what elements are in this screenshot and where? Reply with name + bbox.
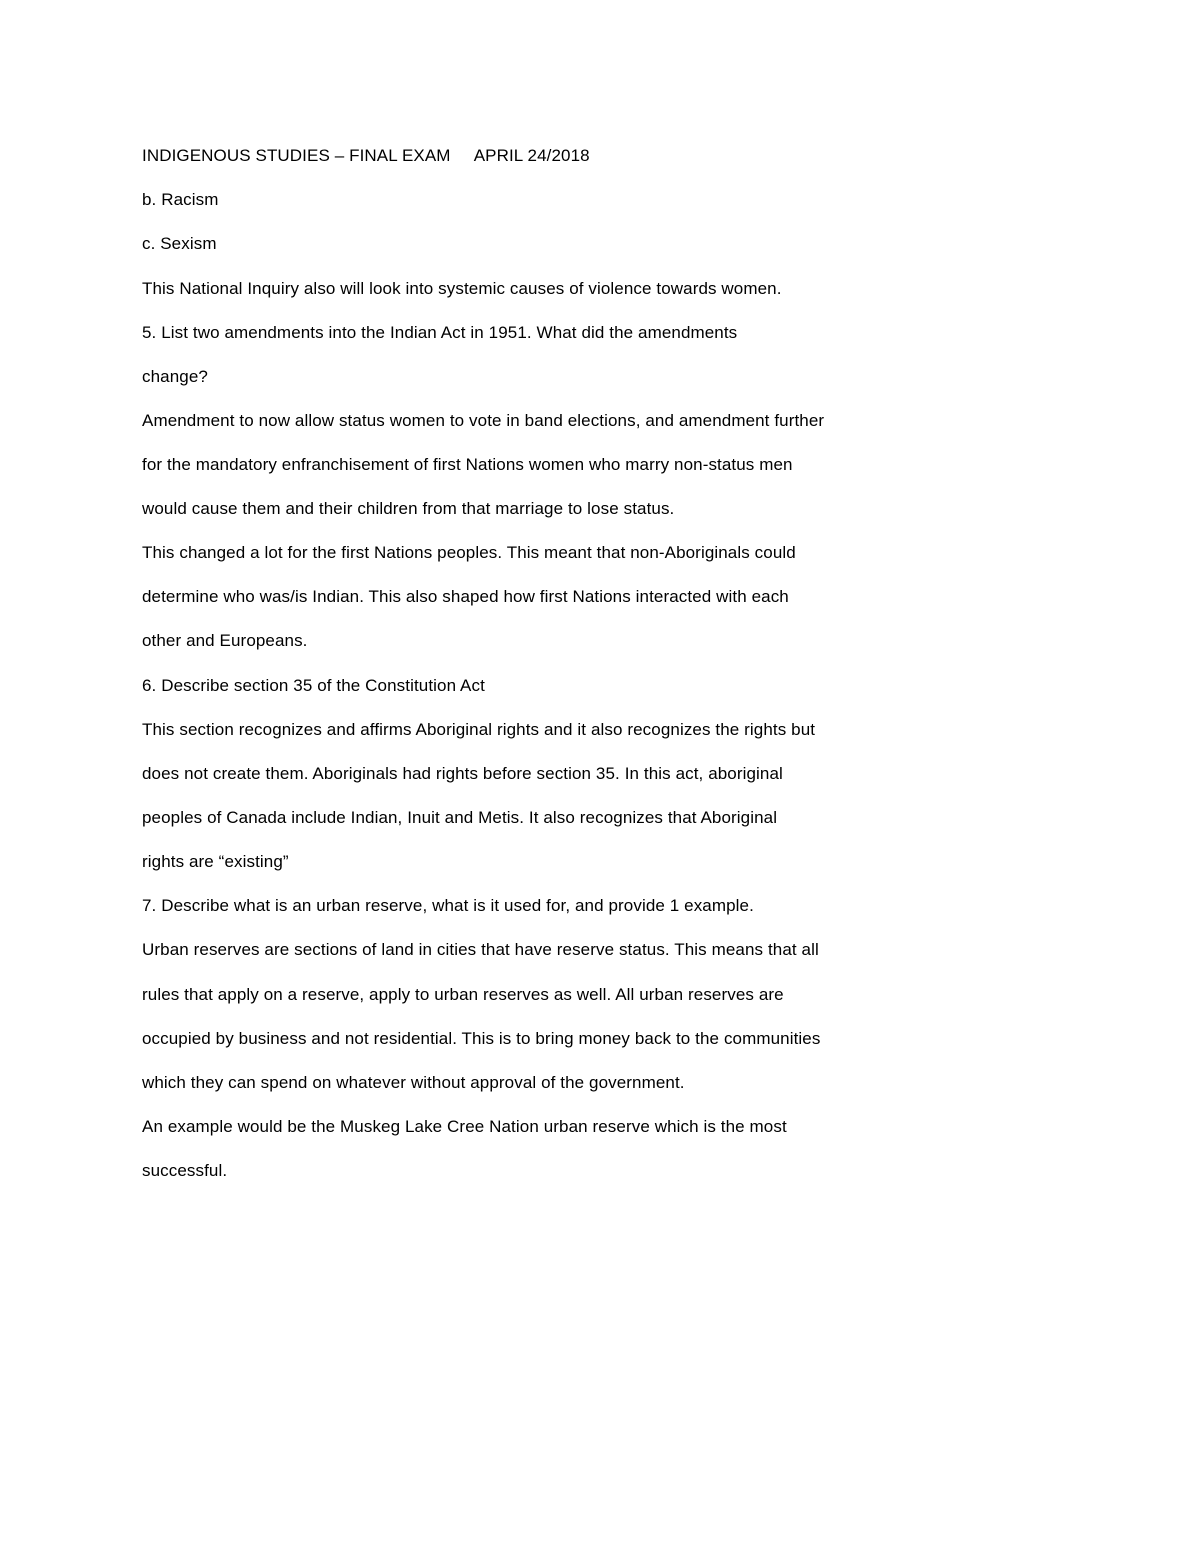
answer-6-line: peoples of Canada include Indian, Inuit and Metis. It also recognizes that Aboriginal xyxy=(142,808,778,827)
answer-7-line: successful. xyxy=(142,1161,228,1180)
document-header: INDIGENOUS STUDIES – FINAL EXAM APRIL 24/2018 xyxy=(142,146,590,165)
list-item-racism: b. Racism xyxy=(142,190,219,209)
answer-5-line: determine who was/is Indian. This also shaped how first Nations interacted with each xyxy=(142,587,789,606)
answer-7-line: rules that apply on a reserve, apply to urban reserves as well. All urban reserves are xyxy=(142,985,784,1004)
paragraph-line: This National Inquiry also will look into systemic causes of violence towards women. xyxy=(142,279,782,298)
answer-7-line: which they can spend on whatever without approval of the government. xyxy=(142,1073,685,1092)
answer-7-line: occupied by business and not residential. This is to bring money back to the communities xyxy=(142,1029,821,1048)
answer-6-line: This section recognizes and affirms Aboriginal rights and it also recognizes the rights but xyxy=(142,720,816,739)
question-5: 5. List two amendments into the Indian Act in 1951. What did the amendments xyxy=(142,323,738,342)
list-item-sexism: c. Sexism xyxy=(142,234,217,253)
answer-5-line: This changed a lot for the first Nations peoples. This meant that non-Aboriginals could xyxy=(142,543,796,562)
answer-5-line: other and Europeans. xyxy=(142,631,308,650)
answer-5-line: Amendment to now allow status women to vote in band elections, and amendment further xyxy=(142,411,825,430)
answer-7-line: An example would be the Muskeg Lake Cree Nation urban reserve which is the most xyxy=(142,1117,787,1136)
answer-5-line: would cause them and their children from that marriage to lose status. xyxy=(142,499,675,518)
question-5-continued: change? xyxy=(142,367,208,386)
answer-6-line: does not create them. Aboriginals had rights before section 35. In this act, aboriginal xyxy=(142,764,783,783)
answer-6-line: rights are “existing” xyxy=(142,852,289,871)
answer-7-line: Urban reserves are sections of land in cities that have reserve status. This means that all xyxy=(142,940,819,959)
question-7: 7. Describe what is an urban reserve, what is it used for, and provide 1 example. xyxy=(142,896,754,915)
answer-5-line: for the mandatory enfranchisement of first Nations women who marry non-status men xyxy=(142,455,793,474)
question-6: 6. Describe section 35 of the Constitution Act xyxy=(142,676,485,695)
